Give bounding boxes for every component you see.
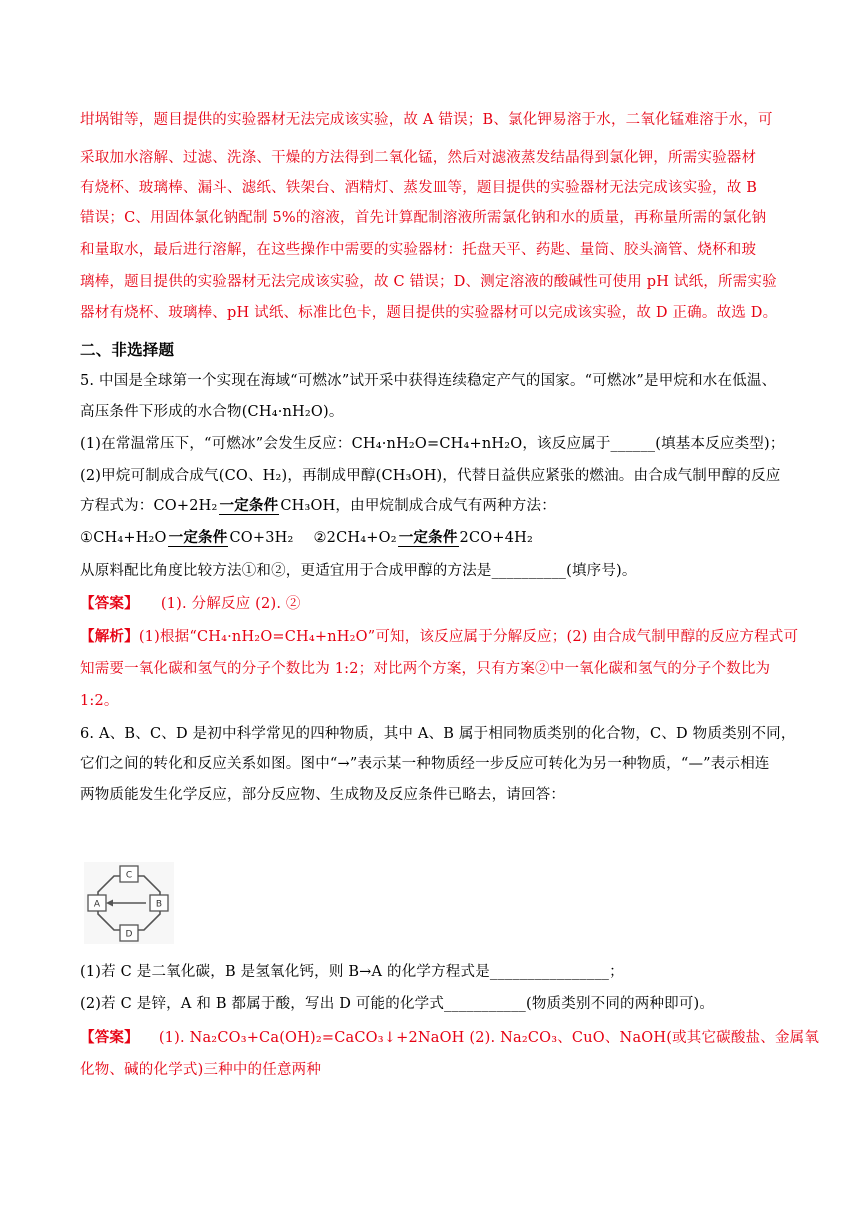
equation-right: CH₃OH，由甲烷制成合成气有两种方法： — [280, 498, 556, 514]
analysis-line: 坩埚钳等，题目提供的实验器材无法完成该实验，故 A 错误；B、氯化钾易溶于水，二氧化锰难溶于水，可 — [80, 112, 773, 128]
method1-left: ①CH₄+H₂O — [80, 530, 167, 546]
answer-label: 【答案】 — [80, 1029, 139, 1046]
section-title: 二、非选择题 — [80, 340, 175, 359]
q5-part2: (2)甲烷可制成合成气(CO、H₂)，再制成甲醇(CH₃OH)，代替日益供应紧张的燃油。由合成气制甲醇的反应 — [80, 468, 781, 484]
analysis-line: 璃棒，题目提供的实验器材无法完成该实验，故 C 错误；D、测定溶液的酸碱性可使用 pH 试纸，所需实验 — [80, 274, 777, 290]
relationship-diagram — [84, 862, 174, 944]
q5-analysis-line — [80, 627, 799, 647]
q5-stem-line: 5. 中国是全球第一个实现在海域“可燃冰”试开采中获得连续稳定产气的国家。“可燃冰”是甲烷和水在低温、 — [80, 373, 777, 389]
method2-right: 2CO+4H₂ — [459, 530, 533, 546]
q5-question: 从原料配比角度比较方法①和②，更适宜用于合成甲醇的方法是__________(填序号)。 — [80, 563, 637, 579]
analysis-text: (1)根据“CH₄·nH₂O=CH₄+nH₂O”可知，该反应属于分解反应；(2) 由合成气制甲醇的反应方程式可 — [138, 629, 799, 645]
method2-left: ②2CH₄+O₂ — [313, 530, 397, 546]
q5-methods-line — [80, 528, 792, 548]
q5-analysis-line: 知需要一氧化碳和氢气的分子个数比为 1:2；对比两个方案，只有方案②中一氧化碳和氢气的分子个数比为 — [80, 661, 771, 677]
q6-stem-line: 两物质能发生化学反应，部分反应物、生成物及反应条件已略去，请回答： — [80, 787, 566, 803]
node-c-label: C — [125, 870, 133, 881]
q5-equation-line — [80, 496, 792, 516]
reaction-condition: 一定条件 — [168, 529, 228, 546]
q5-answer — [80, 594, 792, 614]
q5-analysis-line: 1:2。 — [80, 693, 119, 709]
reaction-condition: 一定条件 — [398, 529, 458, 546]
answer-label: 【答案】 — [80, 595, 139, 612]
analysis-line: 采取加水溶解、过滤、洗涤、干燥的方法得到二氧化锰，然后对滤液蒸发结晶得到氯化钾，所需实验器材 — [80, 150, 757, 166]
q6-stem-line: 它们之间的转化和反应关系如图。图中“→”表示某一种物质经一步反应可转化为另一种物质，“—”表示相连 — [80, 756, 770, 772]
analysis-line: 错误；C、用固体氯化钠配制 5%的溶液，首先计算配制溶液所需氯化钠和水的质量，再称量所需的氯化钠 — [80, 210, 767, 226]
method1-right: CO+3H₂ — [229, 530, 294, 546]
q6-answer-line: 化物、碱的化学式)三种中的任意两种 — [80, 1062, 322, 1078]
q5-stem-line: 高压条件下形成的水合物(CH₄·nH₂O)。 — [80, 404, 344, 420]
q5-part1: (1)在常温常压下，“可燃冰”会发生反应：CH₄·nH₂O=CH₄+nH₂O，该反应属于______(填基本反应类型)； — [80, 436, 785, 452]
node-b-label: B — [155, 899, 163, 910]
node-d-label: D — [125, 929, 133, 940]
q6-part2: (2)若 C 是锌，A 和 B 都属于酸，写出 D 可能的化学式___________(物质类别不同的两种即可)。 — [80, 996, 715, 1012]
analysis-line: 器材有烧杯、玻璃棒、pH 试纸、标准比色卡，题目提供的实验器材可以完成该实验，故 D 正确。故选 D。 — [80, 305, 778, 321]
q6-stem-line: 6. A、B、C、D 是初中科学常见的四种物质，其中 A、B 属于相同物质类别的化合物，C、D 物质类别不同， — [80, 726, 796, 742]
equation-left: 方程式为：CO+2H₂ — [80, 498, 218, 514]
analysis-line: 有烧杯、玻璃棒、漏斗、滤纸、铁架台、酒精灯、蒸发皿等，题目提供的实验器材无法完成该实验，故 B — [80, 180, 758, 196]
reaction-condition: 一定条件 — [219, 497, 279, 514]
node-a-label: A — [93, 899, 101, 910]
answer-text: (1). Na₂CO₃+Ca(OH)₂=CaCO₃↓+2NaOH (2). Na₂CO₃、CuO、NaOH(或其它碳酸盐、金属氧 — [158, 1030, 820, 1046]
answer-text: (1). 分解反应 (2). ② — [160, 596, 301, 612]
q6-answer-line — [80, 1028, 820, 1048]
analysis-label: 【解析】 — [80, 628, 139, 645]
q6-part1: (1)若 C 是二氧化碳，B 是氢氧化钙，则 B→A 的化学方程式是________________； — [80, 964, 624, 980]
analysis-line: 和量取水，最后进行溶解，在这些操作中需要的实验器材：托盘天平、药匙、量筒、胶头滴管、烧杯和玻 — [80, 242, 757, 258]
